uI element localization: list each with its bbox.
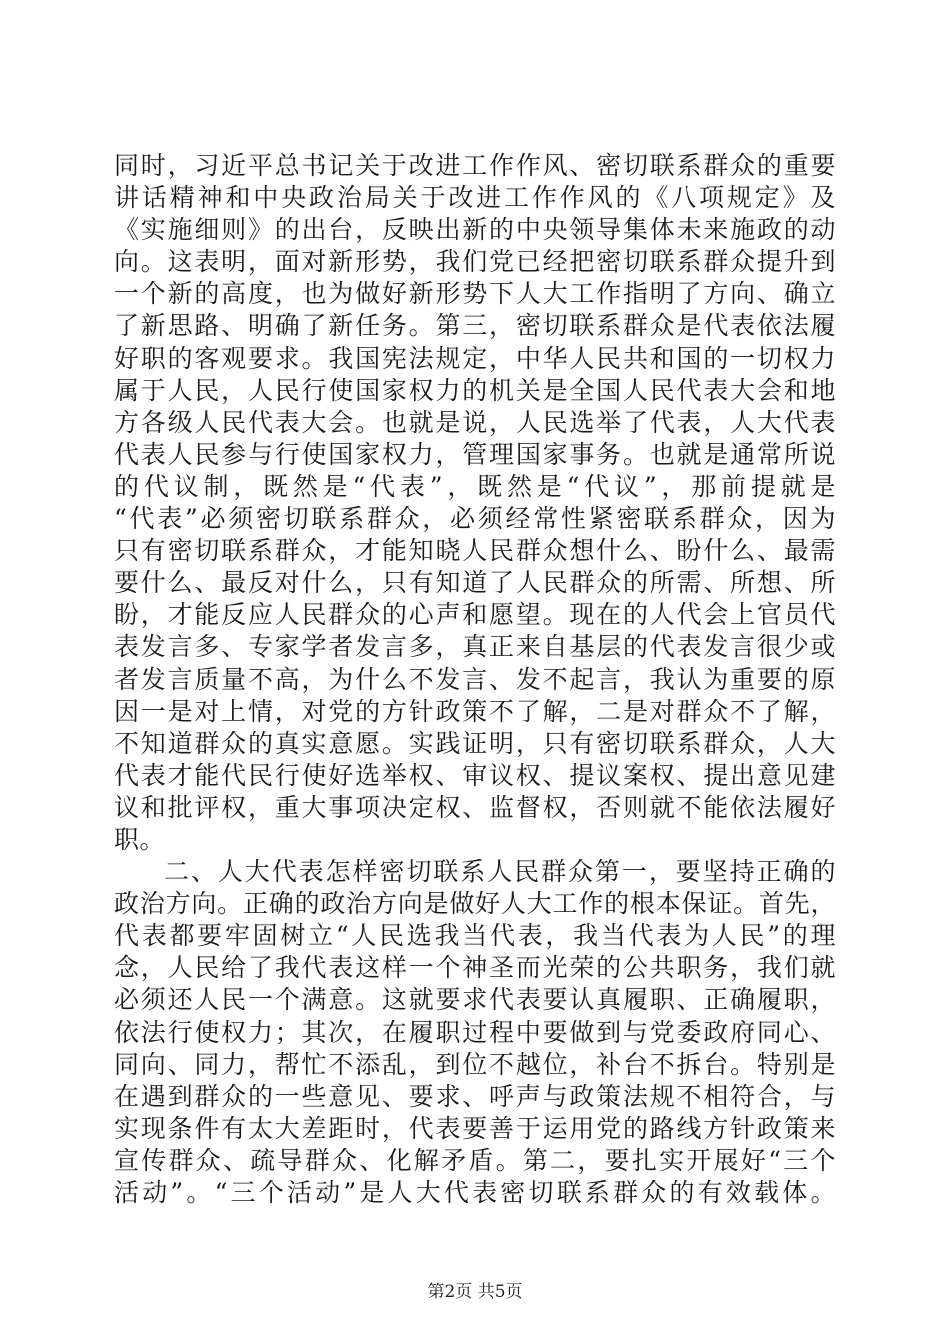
text-line: 政治方向。正确的政治方向是做好人大工作的根本保证。首先， <box>114 889 836 919</box>
text-line: 向。这表明，面对新形势，我们党已经把密切联系群众提升到 <box>114 247 836 277</box>
text-line: 只有密切联系群众，才能知晓人民群众想什么、盼什么、最需 <box>114 536 836 566</box>
text-line: 盼，才能反应人民群众的心声和愿望。现在的人代会上官员代 <box>114 600 836 630</box>
text-line: 好职的客观要求。我国宪法规定，中华人民共和国的一切权力 <box>114 343 836 373</box>
text-line: “代表”必须密切联系群众，必须经常性紧密联系群众，因为 <box>114 504 836 534</box>
text-line: 实现条件有太大差距时，代表要善于运用党的路线方针政策来 <box>114 1113 836 1143</box>
text-line: 讲话精神和中央政治局关于改进工作作风的《八项规定》及 <box>114 183 836 213</box>
text-line: 必须还人民一个满意。这就要求代表要认真履职、正确履职， <box>114 985 836 1015</box>
body-text <box>114 150 836 1209</box>
text-line: 代表人民参与行使国家权力，管理国家事务。也就是通常所说 <box>114 439 836 469</box>
text-line: 不知道群众的真实意愿。实践证明，只有密切联系群众，人大 <box>114 728 836 758</box>
text-line: 同向、同力，帮忙不添乱，到位不越位，补台不拆台。特别是 <box>114 1049 836 1079</box>
text-line: 宣传群众、疏导群众、化解矛盾。第二，要扎实开展好“三个 <box>114 1145 836 1175</box>
text-line: 表发言多、专家学者发言多，真正来自基层的代表发言很少或 <box>114 632 836 662</box>
text-line: 议和批评权，重大事项决定权、监督权，否则就不能依法履好 <box>114 792 836 822</box>
text-line: 二、人大代表怎样密切联系人民群众第一，要坚持正确的 <box>164 857 836 887</box>
text-line: 念，人民给了我代表这样一个神圣而光荣的公共职务，我们就 <box>114 953 836 983</box>
text-line: 因一是对上情，对党的方针政策不了解，二是对群众不了解， <box>114 696 836 726</box>
text-line: 了新思路、明确了新任务。第三，密切联系群众是代表依法履 <box>114 311 836 341</box>
text-line: 一个新的高度，也为做好新形势下人大工作指明了方向、确立 <box>114 279 836 309</box>
text-line: 者发言质量不高，为什么不发言、发不起言，我认为重要的原 <box>114 664 836 694</box>
text-line: 方各级人民代表大会。也就是说，人民选举了代表，人大代表 <box>114 407 836 437</box>
text-line: 要什么、最反对什么，只有知道了人民群众的所需、所想、所 <box>114 568 836 598</box>
text-line: 的代议制，既然是“代表”，既然是“代议”，那前提就是 <box>114 471 836 501</box>
text-line: 在遇到群众的一些意见、要求、呼声与政策法规不相符合，与 <box>114 1081 836 1111</box>
text-line: 同时，习近平总书记关于改进工作作风、密切联系群众的重要 <box>114 151 836 180</box>
text-line: 属于人民，人民行使国家权力的机关是全国人民代表大会和地 <box>114 375 836 405</box>
text-line: 职。 <box>114 824 166 854</box>
text-line: 活动”。“三个活动”是人大代表密切联系群众的有效载体。 <box>114 1178 836 1207</box>
text-line: 代表都要牢固树立“人民选我当代表，我当代表为人民”的理 <box>114 921 836 951</box>
text-line: 依法行使权力；其次，在履职过程中要做到与党委政府同心、 <box>114 1017 836 1047</box>
page-number-footer: 第2页 共5页 <box>427 1282 523 1302</box>
text-line: 代表才能代民行使好选举权、审议权、提议案权、提出意见建 <box>114 760 836 790</box>
text-line: 《实施细则》的出台，反映出新的中央领导集体未来施政的动 <box>114 215 836 245</box>
